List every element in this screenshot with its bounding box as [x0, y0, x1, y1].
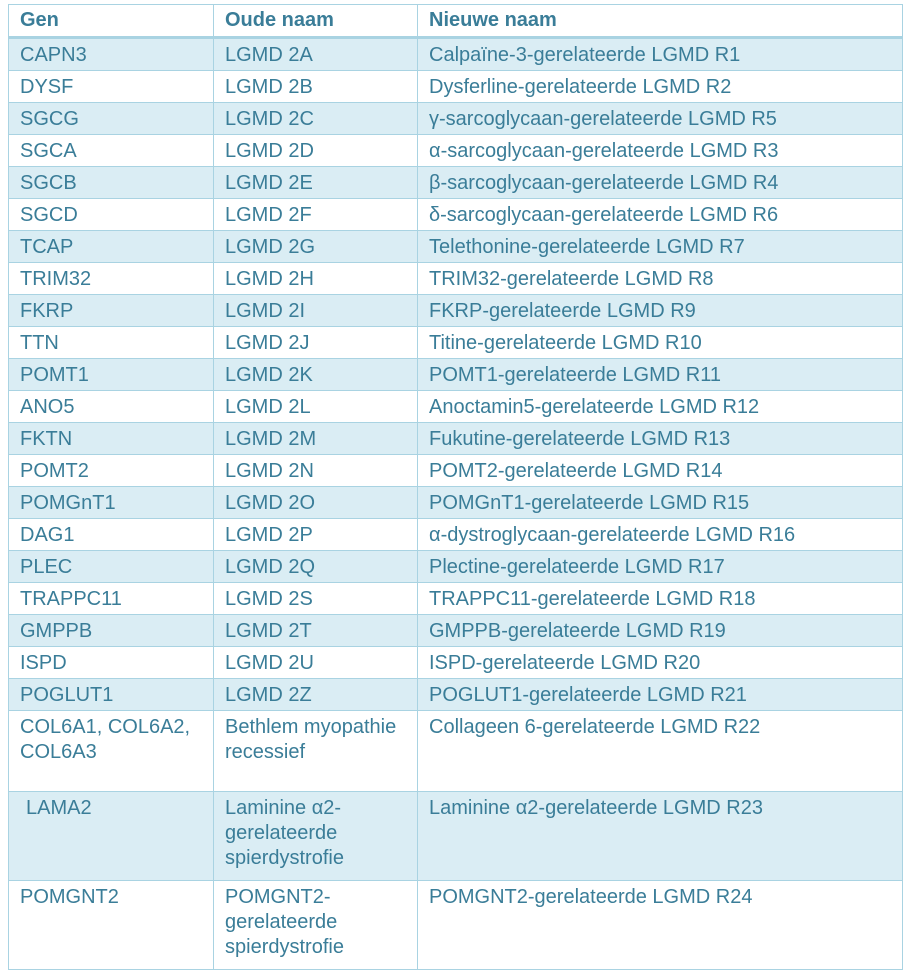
old-name-cell: LGMD 2I: [214, 295, 418, 327]
gen-cell: POMGNT2: [9, 881, 214, 970]
table-header-row: [9, 5, 903, 38]
old-name-cell: LGMD 2B: [214, 71, 418, 103]
new-name-cell: β-sarcoglycaan-gerelateerde LGMD R4: [418, 167, 903, 199]
old-name-cell: LGMD 2T: [214, 615, 418, 647]
new-name-cell: POMT2-gerelateerde LGMD R14: [418, 455, 903, 487]
gen-cell: POMT2: [9, 455, 214, 487]
gen-cell: DAG1: [9, 519, 214, 551]
old-name-cell: LGMD 2N: [214, 455, 418, 487]
new-name-cell: γ-sarcoglycaan-gerelateerde LGMD R5: [418, 103, 903, 135]
table-row: [9, 792, 903, 881]
gen-cell: ISPD: [9, 647, 214, 679]
gen-cell: GMPPB: [9, 615, 214, 647]
table-row: [9, 647, 903, 679]
old-name-cell: LGMD 2H: [214, 263, 418, 295]
header-nieuwe-naam: Nieuwe naam: [418, 5, 903, 38]
gen-cell: ANO5: [9, 391, 214, 423]
table-row: [9, 38, 903, 71]
old-name-cell: LGMD 2U: [214, 647, 418, 679]
table-row: [9, 199, 903, 231]
old-name-cell: LGMD 2D: [214, 135, 418, 167]
table-row: [9, 359, 903, 391]
new-name-cell: Plectine-gerelateerde LGMD R17: [418, 551, 903, 583]
table-row: [9, 615, 903, 647]
old-name-cell: LGMD 2F: [214, 199, 418, 231]
gen-cell: LAMA2: [9, 792, 214, 881]
gen-cell: DYSF: [9, 71, 214, 103]
table-row: [9, 881, 903, 970]
gen-cell: FKTN: [9, 423, 214, 455]
old-name-cell: LGMD 2A: [214, 38, 418, 71]
old-name-cell: LGMD 2S: [214, 583, 418, 615]
table-row: [9, 167, 903, 199]
table-row: [9, 711, 903, 792]
new-name-cell: Dysferline-gerelateerde LGMD R2: [418, 71, 903, 103]
lgmd-nomenclature-table: [8, 4, 903, 970]
table-row: [9, 583, 903, 615]
gen-cell: PLEC: [9, 551, 214, 583]
new-name-cell: α-dystroglycaan-gerelateerde LGMD R16: [418, 519, 903, 551]
new-name-cell: Titine-gerelateerde LGMD R10: [418, 327, 903, 359]
table-row: [9, 455, 903, 487]
new-name-cell: Collageen 6-gerelateerde LGMD R22: [418, 711, 903, 792]
new-name-cell: Laminine α2-gerelateerde LGMD R23: [418, 792, 903, 881]
old-name-cell: Bethlem myopathie recessief: [214, 711, 418, 792]
new-name-cell: TRAPPC11-gerelateerde LGMD R18: [418, 583, 903, 615]
gen-cell: POGLUT1: [9, 679, 214, 711]
table-row: [9, 391, 903, 423]
gen-cell: SGCG: [9, 103, 214, 135]
table-row: [9, 103, 903, 135]
new-name-cell: POMT1-gerelateerde LGMD R11: [418, 359, 903, 391]
header-gen: Gen: [9, 5, 214, 38]
gen-cell: SGCD: [9, 199, 214, 231]
gen-cell: TCAP: [9, 231, 214, 263]
old-name-cell: POMGNT2-gerelateerde spierdystrofie: [214, 881, 418, 970]
old-name-cell: LGMD 2M: [214, 423, 418, 455]
new-name-cell: Anoctamin5-gerelateerde LGMD R12: [418, 391, 903, 423]
old-name-cell: LGMD 2L: [214, 391, 418, 423]
new-name-cell: ISPD-gerelateerde LGMD R20: [418, 647, 903, 679]
new-name-cell: Fukutine-gerelateerde LGMD R13: [418, 423, 903, 455]
old-name-cell: LGMD 2G: [214, 231, 418, 263]
gen-cell: TRAPPC11: [9, 583, 214, 615]
new-name-cell: Telethonine-gerelateerde LGMD R7: [418, 231, 903, 263]
gen-cell: TTN: [9, 327, 214, 359]
table-row: [9, 231, 903, 263]
table-row: [9, 487, 903, 519]
old-name-cell: LGMD 2O: [214, 487, 418, 519]
new-name-cell: α-sarcoglycaan-gerelateerde LGMD R3: [418, 135, 903, 167]
gen-cell: POMT1: [9, 359, 214, 391]
old-name-cell: LGMD 2P: [214, 519, 418, 551]
old-name-cell: LGMD 2Q: [214, 551, 418, 583]
old-name-cell: LGMD 2Z: [214, 679, 418, 711]
new-name-cell: POMGNT2-gerelateerde LGMD R24: [418, 881, 903, 970]
old-name-cell: LGMD 2J: [214, 327, 418, 359]
new-name-cell: TRIM32-gerelateerde LGMD R8: [418, 263, 903, 295]
gen-cell: SGCB: [9, 167, 214, 199]
new-name-cell: δ-sarcoglycaan-gerelateerde LGMD R6: [418, 199, 903, 231]
table-row: [9, 679, 903, 711]
old-name-cell: LGMD 2E: [214, 167, 418, 199]
new-name-cell: POMGnT1-gerelateerde LGMD R15: [418, 487, 903, 519]
new-name-cell: POGLUT1-gerelateerde LGMD R21: [418, 679, 903, 711]
table-row: [9, 71, 903, 103]
table-row: [9, 135, 903, 167]
gen-cell: CAPN3: [9, 38, 214, 71]
new-name-cell: FKRP-gerelateerde LGMD R9: [418, 295, 903, 327]
table-row: [9, 551, 903, 583]
table-row: [9, 327, 903, 359]
gen-cell: SGCA: [9, 135, 214, 167]
new-name-cell: GMPPB-gerelateerde LGMD R19: [418, 615, 903, 647]
gen-cell: TRIM32: [9, 263, 214, 295]
gen-cell: COL6A1, COL6A2, COL6A3: [9, 711, 214, 792]
old-name-cell: Laminine α2-gerelateerde spierdystrofie: [214, 792, 418, 881]
gen-cell: POMGnT1: [9, 487, 214, 519]
table-row: [9, 295, 903, 327]
new-name-cell: Calpaïne-3-gerelateerde LGMD R1: [418, 38, 903, 71]
gen-cell: FKRP: [9, 295, 214, 327]
table-row: [9, 423, 903, 455]
table-row: [9, 519, 903, 551]
header-oude-naam: Oude naam: [214, 5, 418, 38]
old-name-cell: LGMD 2K: [214, 359, 418, 391]
table-row: [9, 263, 903, 295]
old-name-cell: LGMD 2C: [214, 103, 418, 135]
